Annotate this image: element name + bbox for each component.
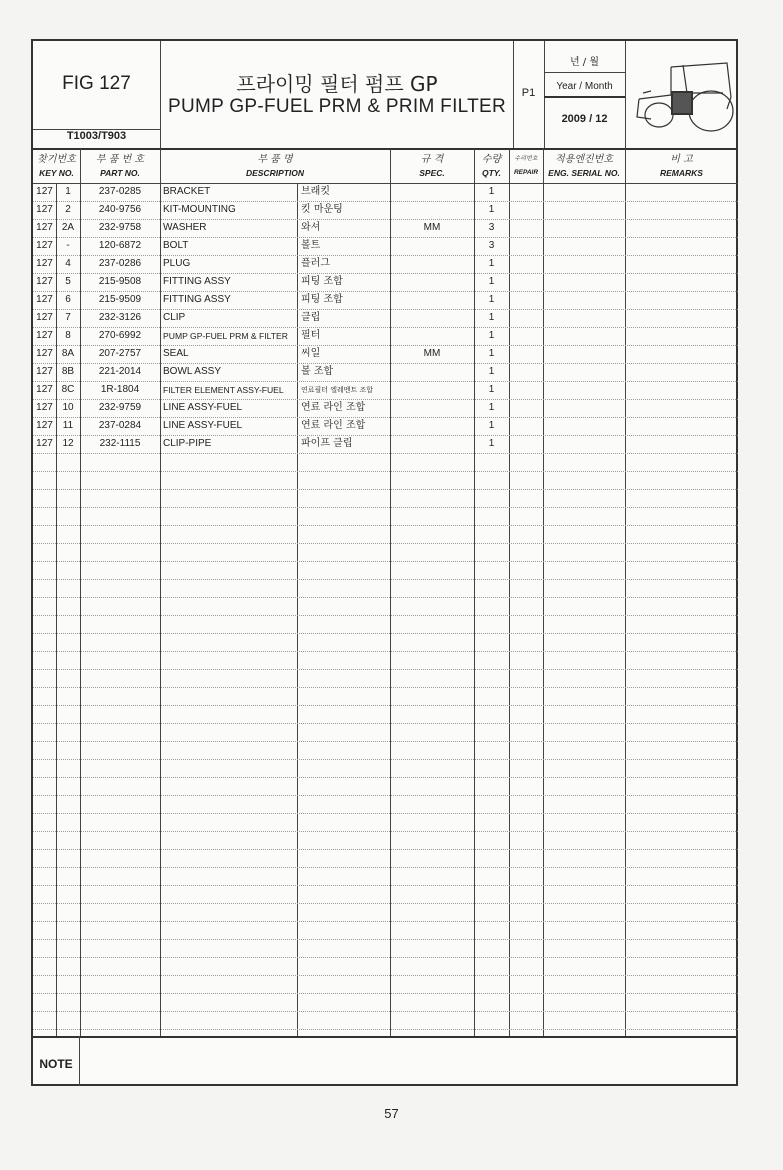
description-korean-cell: 피팅 조합 — [301, 294, 343, 305]
fig-cell: 127 — [36, 330, 53, 341]
fig-cell: 127 — [36, 294, 53, 305]
col-desc: DESCRIPTION — [245, 168, 305, 178]
description-korean-cell: 씨일 — [301, 348, 321, 359]
key-cell: 2 — [65, 204, 71, 215]
title-english: PUMP GP-FUEL PRM & PRIM FILTER — [167, 96, 507, 117]
description-cell: CLIP-PIPE — [163, 438, 212, 449]
qty-cell: 1 — [488, 366, 495, 377]
description-korean-cell: 연료 라인 조합 — [301, 402, 366, 413]
qty-cell: 1 — [488, 384, 495, 395]
part-number-cell: 237-0284 — [98, 420, 142, 431]
col-part: PART NO. — [100, 168, 140, 178]
fig-cell: 127 — [36, 312, 53, 323]
part-number-cell: 1R-1804 — [100, 384, 140, 395]
description-cell: BRACKET — [163, 186, 211, 197]
qty-cell: 1 — [488, 294, 495, 305]
page-number: 57 — [384, 1106, 399, 1121]
col-key-ko: 찾기번호 — [37, 154, 76, 165]
col-part-ko: 부 품 번 호 — [95, 154, 145, 165]
model-code: T1003/T903 — [66, 130, 127, 142]
fig-cell: 127 — [36, 366, 53, 377]
description-cell: FITTING ASSY — [163, 276, 231, 287]
tractor-icon — [631, 53, 735, 137]
qty-cell: 3 — [488, 240, 495, 251]
qty-cell: 1 — [488, 186, 495, 197]
key-cell: 8A — [61, 348, 75, 359]
part-number-cell: 240-9756 — [98, 204, 142, 215]
key-cell: - — [66, 240, 70, 251]
fig-cell: 127 — [36, 222, 53, 233]
key-cell: 2A — [61, 222, 75, 233]
description-cell: LINE ASSY-FUEL — [163, 420, 243, 431]
fig-cell: 127 — [36, 438, 53, 449]
part-number-cell: 215-9509 — [98, 294, 142, 305]
col-repair: REPAIR — [513, 169, 539, 176]
description-korean-cell: 브래킷 — [301, 186, 330, 197]
col-key: KEY NO. — [39, 168, 74, 178]
col-desc-ko: 부 품 명 — [257, 154, 293, 165]
description-cell: PUMP GP-FUEL PRM & FILTER — [163, 331, 288, 341]
fig-cell: 127 — [36, 348, 53, 359]
fig-cell: 127 — [36, 258, 53, 269]
description-cell: FILTER ELEMENT ASSY-FUEL — [163, 385, 284, 395]
description-cell: SEAL — [163, 348, 189, 359]
key-cell: 11 — [62, 420, 74, 431]
col-engine-serial: ENG. SERIAL NO. — [548, 168, 620, 178]
description-cell: PLUG — [163, 258, 191, 269]
key-cell: 8 — [65, 330, 71, 341]
description-cell: BOLT — [163, 240, 189, 251]
description-korean-cell: 피팅 조합 — [301, 276, 343, 287]
fig-cell: 127 — [36, 204, 53, 215]
key-cell: 8C — [61, 384, 75, 395]
part-number-cell: 232-9758 — [98, 222, 142, 233]
description-cell: CLIP — [163, 312, 186, 323]
description-korean-cell: 연료필터 엘레멘트 조합 — [301, 386, 374, 394]
description-korean-cell: 파이프 클립 — [301, 438, 353, 449]
qty-cell: 3 — [488, 222, 495, 233]
fig-cell: 127 — [36, 240, 53, 251]
year-month-label-korean: 년 / 월 — [569, 57, 600, 68]
description-cell: BOWL ASSY — [163, 366, 221, 377]
qty-cell: 1 — [488, 420, 495, 431]
parts-list-sheet — [31, 39, 738, 1086]
part-number-cell: 221-2014 — [98, 366, 142, 377]
fig-cell: 127 — [36, 384, 53, 395]
qty-cell: 1 — [488, 204, 495, 215]
col-remarks: REMARKS — [660, 168, 703, 178]
spec-cell: MM — [423, 222, 441, 233]
qty-cell: 1 — [488, 258, 495, 269]
col-qty: QTY. — [481, 168, 502, 178]
qty-cell: 1 — [488, 438, 495, 449]
spec-cell: MM — [423, 348, 441, 359]
fig-cell: 127 — [36, 402, 53, 413]
title-korean: 프라이밍 필터 펌프 GP — [236, 72, 438, 96]
description-cell: WASHER — [163, 222, 207, 233]
part-number-cell: 270-6992 — [98, 330, 142, 341]
part-number-cell: 232-9759 — [98, 402, 142, 413]
key-cell: 6 — [65, 294, 71, 305]
part-number-cell: 237-0285 — [98, 186, 142, 197]
part-number-cell: 120-6872 — [98, 240, 142, 251]
description-korean-cell: 필터 — [301, 330, 321, 341]
description-korean-cell: 플러그 — [301, 258, 330, 269]
description-korean-cell: 볼 조합 — [301, 366, 334, 377]
key-cell: 1 — [65, 186, 71, 197]
key-cell: 10 — [62, 402, 74, 413]
description-cell: FITTING ASSY — [163, 294, 231, 305]
key-cell: 4 — [65, 258, 71, 269]
page-code: P1 — [521, 87, 536, 99]
description-korean-cell: 와셔 — [301, 222, 321, 233]
description-korean-cell: 연료 라인 조합 — [301, 420, 366, 431]
col-engine-ko: 적용엔진번호 — [555, 154, 613, 165]
description-cell: KIT-MOUNTING — [163, 204, 236, 215]
qty-cell: 1 — [488, 312, 495, 323]
fig-number: FIG 127 — [62, 73, 131, 94]
qty-cell: 1 — [488, 330, 495, 341]
part-number-cell: 232-1115 — [99, 438, 141, 449]
col-remarks-ko: 비 고 — [670, 154, 693, 165]
key-cell: 5 — [65, 276, 71, 287]
year-month-label: Year / Month — [556, 81, 613, 92]
col-spec: SPEC. — [419, 168, 445, 178]
key-cell: 8B — [61, 366, 75, 377]
key-cell: 7 — [65, 312, 71, 323]
part-number-cell: 232-3126 — [98, 312, 142, 323]
col-repair-ko: 수리번호 — [514, 155, 538, 162]
year-month-value: 2009 / 12 — [561, 113, 608, 125]
col-qty-ko: 수량 — [481, 154, 502, 165]
fig-cell: 127 — [36, 420, 53, 431]
description-korean-cell: 킷 마운팅 — [301, 204, 343, 215]
fig-cell: 127 — [36, 276, 53, 287]
note-label: NOTE — [39, 1057, 73, 1071]
qty-cell: 1 — [488, 402, 495, 413]
part-number-cell: 215-9508 — [98, 276, 142, 287]
fig-cell: 127 — [36, 186, 53, 197]
part-number-cell: 207-2757 — [98, 348, 142, 359]
col-spec-ko: 규 격 — [420, 154, 444, 165]
description-cell: LINE ASSY-FUEL — [163, 402, 243, 413]
description-korean-cell: 볼트 — [301, 240, 321, 251]
qty-cell: 1 — [488, 276, 495, 287]
qty-cell: 1 — [488, 348, 495, 359]
key-cell: 12 — [62, 438, 74, 449]
part-number-cell: 237-0286 — [98, 258, 142, 269]
description-korean-cell: 클립 — [301, 312, 321, 323]
